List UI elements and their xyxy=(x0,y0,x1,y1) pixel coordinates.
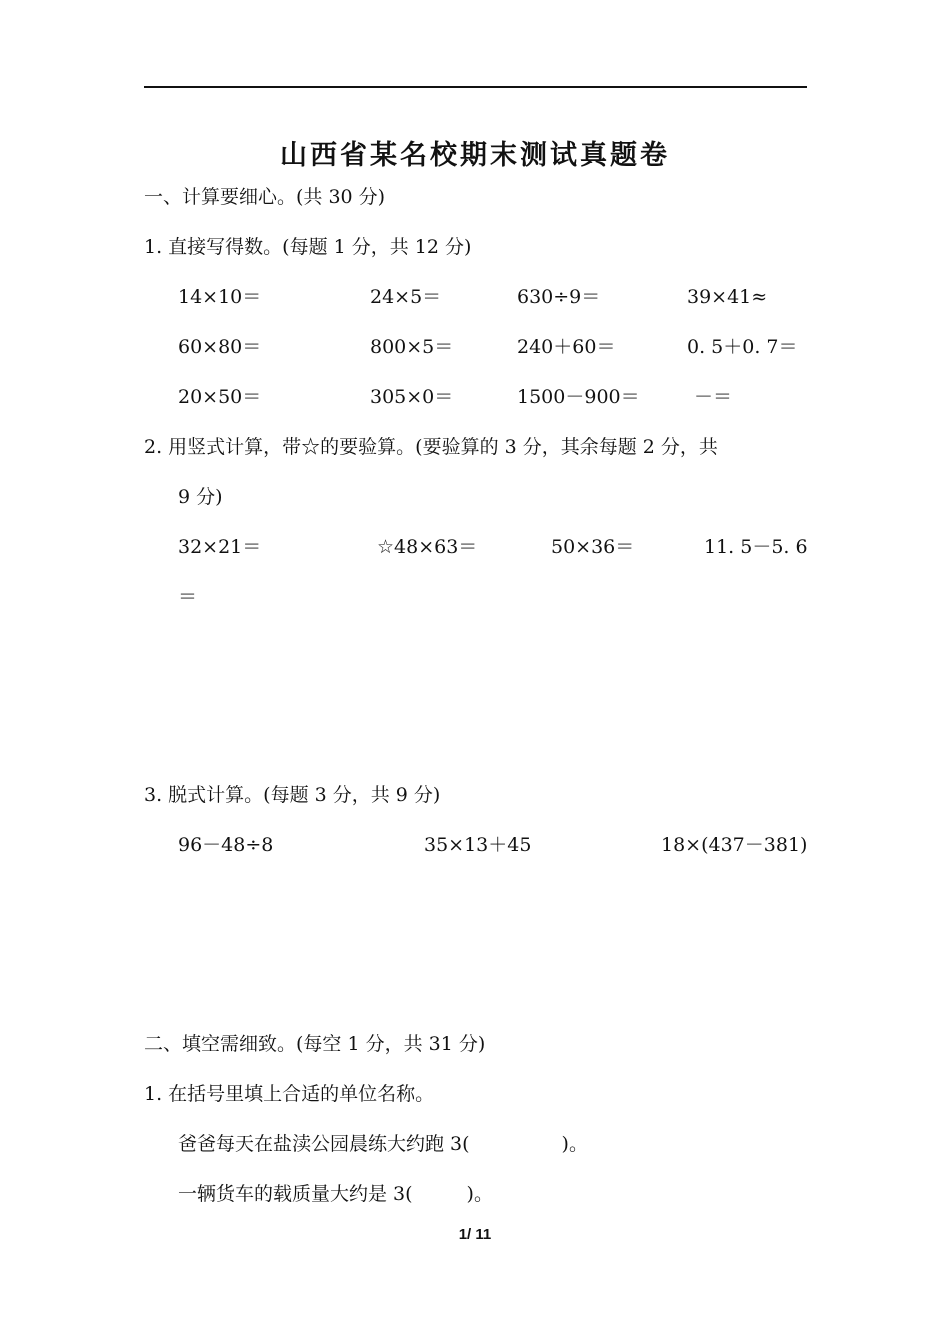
q1-item: 1500－900＝ xyxy=(517,386,640,408)
q3-heading: 3. 脱式计算。(每题 3 分，共 9 分) xyxy=(144,784,441,806)
s2-q1-heading: 1. 在括号里填上合适的单位名称。 xyxy=(144,1083,435,1105)
q1-item: 240＋60＝ xyxy=(517,336,616,358)
q2-heading-continued: 9 分) xyxy=(178,486,223,508)
fill-line-1-text: 爸爸每天在盐渎公园晨练大约跑 3( xyxy=(178,1133,470,1155)
q1-item: 305×0＝ xyxy=(370,386,454,408)
q3-item: 35×13＋45 xyxy=(424,834,532,856)
q3-item: 18×(437－381) xyxy=(661,834,808,856)
exam-title: 山西省某名校期末测试真题卷 xyxy=(280,140,670,171)
q2-heading: 2. 用竖式计算，带☆的要验算。(要验算的 3 分，其余每题 2 分，共 xyxy=(144,436,718,458)
fill-line-2-close: )。 xyxy=(466,1183,493,1205)
q1-item: 20×50＝ xyxy=(178,386,262,408)
q1-item: 630÷9＝ xyxy=(517,286,601,308)
q1-item: 0. 5＋0. 7＝ xyxy=(687,336,798,358)
q1-item: －＝ xyxy=(694,386,733,408)
q3-item: 96－48÷8 xyxy=(178,834,274,856)
q2-item: 11. 5－5. 6 xyxy=(704,536,808,558)
fill-line-1 xyxy=(178,1132,588,1156)
fill-line-2-text: 一辆货车的载质量大约是 3( xyxy=(178,1183,413,1205)
q1-heading: 1. 直接写得数。(每题 1 分，共 12 分) xyxy=(144,236,472,258)
page-number: 1/ 11 xyxy=(458,1226,492,1243)
q1-item: 24×5＝ xyxy=(370,286,442,308)
fill-line-2 xyxy=(178,1182,493,1206)
q2-item: ☆48×63＝ xyxy=(377,536,478,558)
section1-heading: 一、计算要细心。(共 30 分) xyxy=(144,186,386,208)
q1-item: 14×10＝ xyxy=(178,286,262,308)
q1-item: 800×5＝ xyxy=(370,336,454,358)
q1-item: 39×41≈ xyxy=(687,286,768,308)
q2-item-wrap: ＝ xyxy=(178,586,198,608)
fill-line-1-close: )。 xyxy=(561,1133,588,1155)
header-rule xyxy=(144,86,807,88)
q2-item: 50×36＝ xyxy=(551,536,635,558)
q2-item: 32×21＝ xyxy=(178,536,262,558)
q1-item: 60×80＝ xyxy=(178,336,262,358)
section2-heading: 二、填空需细致。(每空 1 分，共 31 分) xyxy=(144,1033,486,1055)
